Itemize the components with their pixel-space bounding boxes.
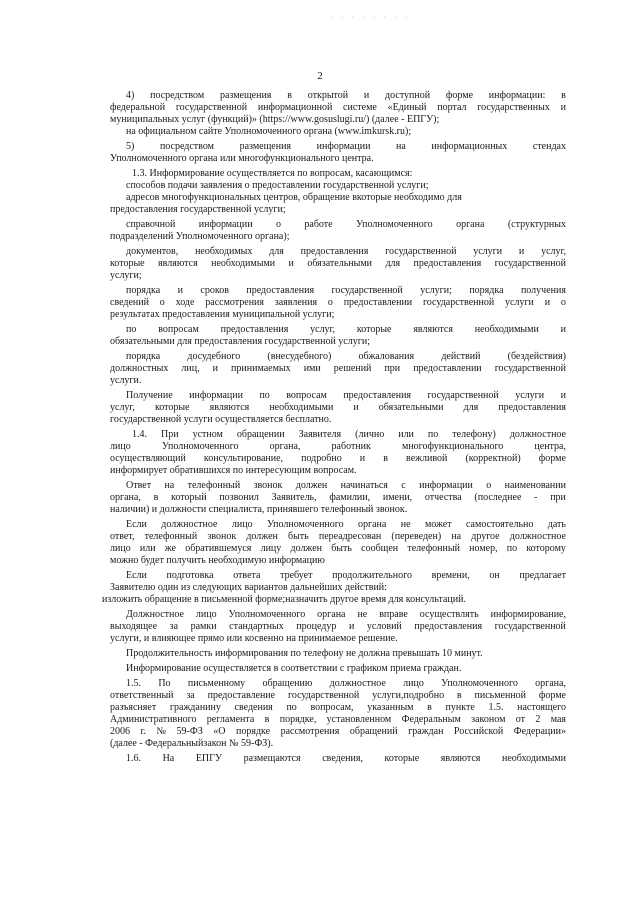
- text-line: ответственный за предоставление государственной услуги,подробно в письменной форме: [110, 690, 566, 701]
- text-line: муниципальных услуг (функций)» (https://www.gosuslugi.ru/) (далее - ЕПГУ);: [110, 114, 440, 125]
- paragraph: [110, 753, 566, 765]
- text-line: 1.5. По письменному обращению должностное лицо Уполномоченного органа,: [126, 678, 566, 689]
- text-line: которые являются необходимыми и обязательными для предоставления государственной: [110, 258, 566, 269]
- paragraph: [110, 390, 566, 426]
- text-line: порядка и сроков предоставления государственной услуги; порядка получения: [126, 285, 566, 296]
- paragraph: [110, 324, 566, 348]
- text-line: федеральной государственной информационной системе «Единый портал государственных и: [110, 102, 566, 113]
- text-line: изложить обращение в письменной форме;назначить другое время для консультаций.: [102, 594, 466, 605]
- text-line: Получение информации по вопросам предоставления государственной услуги и: [126, 390, 566, 401]
- paragraph: [110, 351, 566, 387]
- text-line: адресов многофункциональных центров, обращение вкоторые необходимо для: [126, 192, 462, 203]
- text-line: ответ, телефонный звонок должен быть переадресован (переведен) на другое должностное: [110, 531, 566, 542]
- text-line: документов, необходимых для предоставления государственной услуги и услуг,: [126, 246, 566, 257]
- scan-marks: · · · · · · · ·: [330, 13, 411, 22]
- text-line: услуги, и влияющее прямо или косвенно на принимаемое решение.: [110, 633, 398, 644]
- text-line: можно будет получить необходимую информацию: [110, 555, 325, 566]
- text-line: способов подачи заявления о предоставлении государственной услуги;: [126, 180, 429, 191]
- text-line: разъясняет гражданину сведения по вопросам, указанным в пункте 1.5. настоящего: [110, 702, 566, 713]
- paragraph: [110, 168, 566, 216]
- text-line: государственной услуги осуществляется бесплатно.: [110, 414, 332, 425]
- text-line: лицо Уполномоченного органа, работник многофункционального центра,: [110, 441, 566, 452]
- paragraph: [110, 285, 566, 321]
- text-line: 4) посредством размещения в открытой и доступной форме информации: в: [126, 90, 566, 101]
- text-line: (далее - Федеральныйзакон № 59-ФЗ).: [110, 738, 274, 749]
- paragraph: [110, 663, 566, 675]
- page-number: 2: [317, 70, 323, 82]
- text-line: 2006 г. № 59-ФЗ «О порядке рассмотрения обращений граждан Российской Федерации»: [110, 726, 566, 737]
- text-line: предоставления государственной услуги;: [110, 204, 286, 215]
- paragraph: [110, 141, 566, 165]
- text-line: 1.4. При устном обращении Заявителя (лично или по телефону) должностное: [132, 429, 566, 440]
- text-line: услуг, которые являются необходимыми и обязательными для предоставления: [110, 402, 566, 413]
- text-line: Ответ на телефонный звонок должен начинаться с информации о наименовании: [126, 480, 566, 491]
- text-line: лицо или же обратившемуся лицу должен быть сообщен телефонный номер, по которому: [110, 543, 566, 554]
- text-line: услуги;: [110, 270, 142, 281]
- text-line: сведений о ходе рассмотрения заявления о предоставлении государственной услуги и о: [110, 297, 566, 308]
- text-line: Должностное лицо Уполномоченного органа не вправе осуществлять информирование,: [126, 609, 566, 620]
- text-line: 1.6. На ЕПГУ размещаются сведения, которые являются необходимыми: [126, 753, 566, 764]
- paragraph: [110, 246, 566, 282]
- paragraph: [110, 90, 566, 138]
- text-line: результатах предоставления муниципальной услуги;: [110, 309, 335, 320]
- text-line: наличии) и должности специалиста, принявшего телефонный звонок.: [110, 504, 408, 515]
- text-line: на официальном сайте Уполномоченного органа (www.imkursk.ru);: [126, 126, 412, 137]
- text-line: органа, в который позвонил Заявитель, фамилии, имени, отчества (последнее - при: [110, 492, 566, 503]
- paragraph: [102, 570, 566, 606]
- document-body: [102, 90, 566, 768]
- text-line: информирует обратившихся по интересующим вопросам.: [110, 465, 357, 476]
- paragraph: [110, 609, 566, 645]
- text-line: Административного регламента в порядке, установленном Федеральным законом от 2 мая: [110, 714, 566, 725]
- text-line: порядка досудебного (внесудебного) обжалования действий (бездействия): [126, 351, 566, 362]
- text-line: справочной информации о работе Уполномоченного органа (структурных: [126, 219, 566, 230]
- text-line: должностных лиц, и принимаемых ими решений при предоставлении государственной: [110, 363, 566, 374]
- text-line: 1.3. Информирование осуществляется по вопросам, касающимся:: [132, 168, 413, 179]
- text-line: Уполномоченного органа или многофункционального центра.: [110, 153, 374, 164]
- text-line: выходящее за рамки стандартных процедур и условий предоставления государственной: [110, 621, 566, 632]
- paragraph: [110, 480, 566, 516]
- text-line: Если должностное лицо Уполномоченного органа не может самостоятельно дать: [126, 519, 566, 530]
- paragraph: [110, 648, 566, 660]
- text-line: Продолжительность информирования по телефону не должна превышать 10 минут.: [126, 648, 483, 659]
- paragraph: [110, 678, 566, 750]
- text-line: подразделений Уполномоченного органа);: [110, 231, 290, 242]
- text-line: Если подготовка ответа требует продолжительного времени, он предлагает: [126, 570, 566, 581]
- text-line: обязательными для предоставления государственной услуги;: [110, 336, 370, 347]
- text-line: Информирование осуществляется в соответствии с графиком приема граждан.: [126, 663, 462, 674]
- text-line: 5) посредством размещения информации на информационных стендах: [126, 141, 566, 152]
- paragraph: [110, 429, 566, 477]
- paragraph: [110, 219, 566, 243]
- text-line: Заявителю один из следующих вариантов дальнейших действий:: [110, 582, 387, 593]
- text-line: услуги.: [110, 375, 142, 386]
- paragraph: [110, 519, 566, 567]
- text-line: по вопросам предоставления услуг, которые являются необходимыми и: [126, 324, 566, 335]
- text-line: осуществляющий консультирование, подробно и в вежливой (корректной) форме: [110, 453, 566, 464]
